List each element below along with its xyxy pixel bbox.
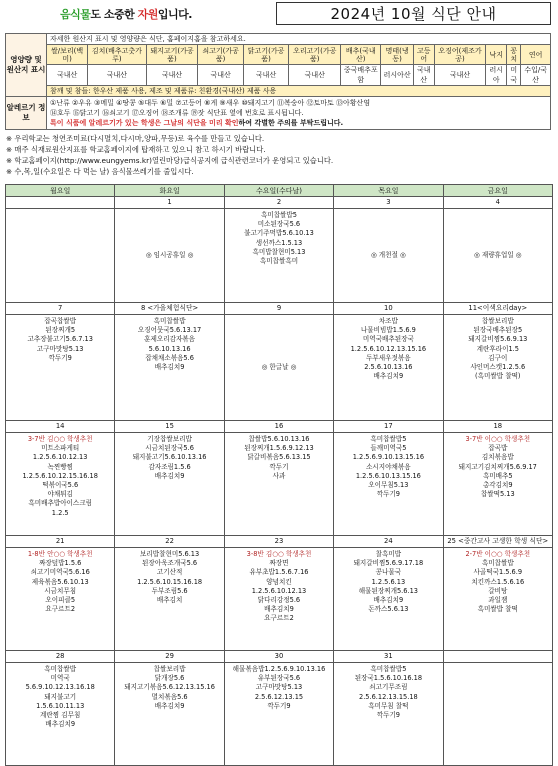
dish-item: 유부된장국5.6 (257, 674, 301, 683)
dish-item: 1.2.5.6.10.13.15.16 (355, 471, 421, 480)
dish-item: 된장국배추된장5 (473, 326, 523, 335)
day-cell (224, 303, 333, 421)
dish-item: 사골떡국1.5.6.9 (473, 568, 523, 577)
day-number: 4 (444, 197, 552, 209)
dish-item: 1.2.5.6.10.12.13 (32, 453, 88, 462)
dish-item: 요구르트2 (45, 605, 76, 614)
dish-item: 차조밥 (378, 317, 398, 325)
dish-item: 제육볶음5.6.10.13 (31, 577, 89, 586)
dish-list (225, 663, 333, 765)
slogan-part: 도 소중한 (90, 8, 138, 21)
day-cell (334, 303, 443, 421)
day-number: 3 (334, 197, 442, 209)
dish-list (444, 548, 552, 650)
dish-item: 기장찹쌀보리밥 (147, 435, 192, 443)
dish-item: 된장찌개5 (45, 326, 76, 335)
notice-list (6, 133, 552, 177)
dish-list (115, 663, 223, 765)
dish-item: 소시지야채볶음 (366, 462, 411, 471)
dish-list (225, 433, 333, 535)
day-cell (224, 651, 333, 766)
dish-item: 돼지고기볶음5.6.12.13.15.16 (124, 683, 215, 692)
origin-allergy-table (5, 33, 551, 130)
origin-item: 돼지고기(가공품) (146, 45, 198, 65)
day-number: 14 (6, 421, 114, 433)
day-cell (334, 421, 443, 536)
day-cell (443, 421, 552, 536)
dish-list (6, 315, 114, 420)
dish-list (6, 209, 114, 302)
dish-item: 1.2.5.6.9.10.13.15.16 (352, 453, 425, 462)
dish-list (334, 663, 442, 765)
day-number (444, 651, 552, 663)
weekday-header: 금요일 (443, 185, 552, 197)
dish-item: 3-8반 김○○ 학생추천 (246, 550, 312, 558)
notice-item: ※ 우리학교는 청연조미료(다시멸치,다시마,양파,무등)로 육수를 만들고 있습니다. (6, 134, 265, 143)
day-cell (224, 421, 333, 536)
day-cell (6, 197, 115, 303)
dish-item: 닭다리강정5.6 (257, 596, 301, 605)
dish-item: 요구르트2 (264, 614, 294, 623)
dish-item: 1.2.5.6.10.12.13 (251, 586, 307, 595)
dish-item: 오징어뭇국5.6.13.17 (137, 326, 202, 335)
dish-item: 찹쌀보리밥 (481, 317, 514, 325)
dish-item: 미소된장국5.6 (257, 220, 301, 229)
dish-item: 샤인머스캣1.2.5.6 (470, 363, 526, 372)
holiday-label (444, 209, 552, 302)
dish-item: 돼지불고기5.6.10.13.16 (132, 453, 207, 462)
day-cell (115, 421, 224, 536)
day-number: 2 (225, 197, 333, 209)
weekday-header: 수요일(수다날) (224, 185, 333, 197)
origin-value: 러시아 (486, 65, 507, 86)
dish-item: 찰흑미밥 (375, 550, 402, 558)
dish-item: 미역국배추된장국 (362, 335, 414, 344)
origin-value: 국내산 (243, 65, 288, 86)
menu-calendar (5, 184, 553, 766)
dish-item: 3-7반 이○○ 학생추천 (465, 435, 531, 443)
origin-item: 꽁치 (507, 45, 521, 65)
day-cell (443, 536, 552, 651)
origin-label: 영양량 및 원산지 표시 (6, 34, 47, 97)
dish-item: 나물비빔밥1.5.6.9 (360, 326, 416, 335)
day-number: 10 (334, 303, 442, 315)
dish-item: 흑미찹쌀밥 (153, 317, 186, 325)
dish-item: 훈제오리감자볶음 (144, 335, 196, 344)
dish-item: 계란후라이1.5 (476, 344, 519, 353)
dish-item: 흑미찹쌀밥 (44, 665, 77, 673)
day-number: 22 (115, 536, 223, 548)
week-row (6, 197, 553, 303)
dish-item: 배추김치9 (154, 363, 185, 372)
dish-item: 김구이 (488, 353, 508, 362)
dish-item: 1.2.5 (51, 508, 69, 517)
dish-item: 흑미찹쌀밥5 (370, 665, 407, 673)
dish-item: 김치볶음밥 (481, 453, 514, 462)
dish-list (115, 315, 223, 420)
origin-value: 국내산 (47, 65, 88, 86)
dish-item: 2.5.6.10.13.16 (364, 363, 413, 372)
dish-item: 생선까스1.5.13 (255, 238, 303, 247)
dish-list (444, 315, 552, 420)
dish-item: 미역국 (50, 674, 70, 683)
day-number: 7 (6, 303, 114, 315)
dish-item: 양념치킨 (266, 577, 292, 586)
holiday-text: ◎ 재량휴업일 ◎ (474, 250, 522, 259)
holiday-label (225, 315, 333, 420)
day-cell (443, 197, 552, 303)
holiday-text: ◎ 임시공휴일 ◎ (145, 250, 194, 259)
allergy-line: ⑭호두 ⑮닭고기 ⑯쇠고기 ⑰오징어 ⑱조개류 ⑲잣 식단표 옆에 번호로 표시됩니다. (50, 109, 304, 117)
slogan (60, 6, 192, 22)
day-cell (6, 421, 115, 536)
day-cell (334, 651, 443, 766)
origin-value: 국내산 (434, 65, 486, 86)
dish-item: 불고기주먹밥5.6.10.13 (244, 229, 314, 238)
day-cell (224, 197, 333, 303)
day-cell (115, 197, 224, 303)
dish-item: 흑미찹쌀밥5 (260, 211, 297, 219)
origin-value: 러시아산 (381, 65, 414, 86)
origin-value: 미국 (507, 65, 521, 86)
dish-item: 쇠고기미역국5.6.16 (30, 568, 90, 577)
dish-item: 해물된장찌개5.6.13 (358, 586, 418, 595)
dish-item: 흑미찹쌀밥5 (370, 435, 407, 443)
origin-value: 수입/국산 (521, 65, 551, 86)
origin-item: 연어 (521, 45, 551, 65)
dish-item: 배추김치9 (45, 720, 76, 729)
dish-item: 잡곡찹쌀밥 (44, 317, 77, 325)
day-number: 15 (115, 421, 223, 433)
dish-item: 흑미배추5 (482, 471, 513, 480)
dish-item: 녹찐빵찜 (47, 462, 73, 471)
origin-item: 고등어 (413, 45, 434, 65)
dish-item: 흑미무침 찰떡 (368, 701, 409, 710)
dish-item: 5.6.10.13.16 (148, 344, 191, 353)
dish-item: 들깨미역국5 (370, 444, 407, 453)
day-cell (224, 536, 333, 651)
dish-item: 잡채채소볶음5.6 (145, 353, 194, 362)
allergy-warning: 특이 식품에 알레르기가 있는 학생은 그날의 식단을 미리 확인 (50, 119, 239, 127)
dish-item: 돈까스5.6.13 (368, 605, 409, 614)
dish-item: 5.6.9.10.12.13.16.18 (25, 683, 95, 692)
dish-item: 갈비탕 (488, 586, 508, 595)
origin-item: 오리고기(가공품) (289, 45, 341, 65)
dish-item: 된장아욱조개국5.6 (142, 559, 198, 568)
dish-item: 2.5.6.12.13.15 (254, 692, 304, 701)
dish-item: 깍두기 (269, 462, 289, 471)
holiday-text: ◎ 한글날 ◎ (261, 362, 297, 371)
dish-item: 배추김치9 (154, 701, 185, 710)
dish-item: 과일잼 (488, 596, 508, 605)
dish-item: 치킨까스1.5.6.16 (471, 577, 525, 586)
day-number: 21 (6, 536, 114, 548)
dish-item: 흑미쌀밥 찰떡 (477, 605, 518, 614)
week-row (6, 421, 553, 536)
origin-item: 명태(냉동) (381, 45, 414, 65)
origin-item: 오징어(제조가공) (434, 45, 486, 65)
dish-list (225, 209, 333, 302)
day-number: 8 <가을체험식단> (115, 303, 223, 315)
weekday-header: 목요일 (334, 185, 443, 197)
dish-item: 1.2.5.6.10.12.15.16.18 (22, 471, 98, 480)
dish-item: 짜장덮밥1.5.6 (39, 559, 82, 568)
dish-list (115, 548, 223, 650)
origin-value: 국내산 (413, 65, 434, 86)
slogan-part: 자원 (137, 8, 158, 21)
slogan-part: 음식물 (60, 8, 91, 21)
day-cell (115, 651, 224, 766)
day-number: 28 (6, 651, 114, 663)
day-cell (443, 651, 552, 766)
dish-item: 찹쌀떡5.13 (480, 490, 515, 499)
dish-item: 닭갈비볶음5.6.13.15 (247, 453, 311, 462)
dish-item: 1.2.5.6.10.15.16.18 (137, 577, 203, 586)
origin-item: 배추(국내산) (341, 45, 381, 65)
notice-item: ※ 학교홈페이지(http://www.eungyems.kr)열린마당)급식공지에 급식관련코너가 운영되고 있습니다. (6, 156, 334, 165)
dish-item: 돼지고기김치찌개5.6.9.17 (458, 462, 537, 471)
dish-item: (흑미쌀밥 찰떡) (475, 372, 521, 381)
day-cell (6, 651, 115, 766)
origin-bottom-note: 참깨 및 참들: 한우산 제품 사용, 제조 및 제품류: 친환경(국내산) 제품 사용 (47, 86, 551, 97)
notice-item: ※ 매주 식재료원산지표를 학교홈페이지에 탑재하고 있으니 참고 하시기 바랍니다. (6, 145, 266, 154)
day-number: 17 (334, 421, 442, 433)
dish-item: 고추장불고기5.6.7.13 (27, 335, 93, 344)
dish-item: 감자조림1.5.6 (148, 462, 191, 471)
origin-notice: 자세한 원산지 표시 및 영양량은 식단, 홈페이지홈을 참고하세요. (47, 34, 551, 45)
dish-item: 오이무침5.13 (368, 481, 409, 490)
day-cell (443, 303, 552, 421)
allergy-label: 알레르기 정보 (6, 97, 47, 130)
dish-item: 배추김치9 (373, 596, 404, 605)
dish-list (6, 433, 114, 535)
allergy-line: ①난류 ②우유 ③메밀 ④땅콩 ⑤대두 ⑥밀 ⑦고등어 ⑧게 ⑨새우 ⑩돼지고기 ⑪복숭아 ⑫토마토 ⑬아황산염 (50, 99, 371, 107)
weekday-header: 월요일 (6, 185, 115, 197)
dish-item: 멸치볶음5.6 (151, 692, 188, 701)
dish-item: 오이피클5 (45, 596, 76, 605)
dish-list (444, 433, 552, 535)
dish-list (444, 663, 552, 765)
day-number: 31 (334, 651, 442, 663)
day-number: 9 (225, 303, 333, 315)
day-number: 25 <중간고사 고생한 학생 식단> (444, 536, 552, 548)
origin-value: 국내산 (146, 65, 198, 86)
origin-item: 낙지 (486, 45, 507, 65)
slogan-part: 입니다. (157, 8, 192, 21)
day-number: 30 (225, 651, 333, 663)
week-row (6, 303, 553, 421)
dish-item: 쇠고기무조림 (369, 683, 408, 692)
dish-item: 야채튀김 (47, 490, 73, 499)
allergy-info (47, 97, 551, 130)
dish-item: 보리밥찰현미5.6.13 (139, 550, 200, 558)
dish-item: 유부초밥1.5.6.7.16 (249, 568, 309, 577)
dish-list (6, 663, 114, 765)
dish-item: 배추김치 (156, 596, 183, 605)
day-number: 1 (115, 197, 223, 209)
weekday-header: 화요일 (115, 185, 224, 197)
dish-item: 고기산적 (156, 568, 183, 577)
dish-item: 두부새우젓볶음 (366, 353, 411, 362)
dish-item: 된장찌개1.5.6.9.12.13 (244, 444, 314, 453)
dish-list (334, 315, 442, 420)
day-cell (6, 303, 115, 421)
dish-item: 배추김치9 (264, 605, 294, 614)
day-number: 11<이색요리day> (444, 303, 552, 315)
dish-item: 짜장면 (269, 559, 289, 568)
dish-item: 1.5.6.10.11.13 (36, 701, 85, 710)
dish-item: 해물볶음밥1.2.5.6.9.10.13.16 (232, 665, 326, 673)
dish-item: 계란찜 김무침 (40, 711, 81, 720)
dish-item: 배추김치9 (154, 471, 185, 480)
dish-item: 찹쌀밥5.6.10.13.16 (248, 435, 310, 443)
dish-item: 깍두기9 (376, 490, 401, 499)
dish-item: 미트소파게티 (41, 444, 80, 453)
dish-item: 깍두기9 (48, 353, 72, 362)
dish-item: 배추김치9 (373, 372, 404, 381)
dish-item: 돼지갈비찜5.6.9.13 (468, 335, 528, 344)
dish-item: 콩나물국 (375, 568, 402, 577)
holiday-label (115, 209, 223, 302)
day-cell (334, 197, 443, 303)
origin-item: 닭고기(가공품) (243, 45, 288, 65)
dish-item: 고구마맛탕5.13 (36, 344, 84, 353)
dish-item: 3-7반 김○○ 학생추천 (27, 435, 93, 443)
day-number (6, 197, 114, 209)
dish-list (334, 548, 442, 650)
origin-value: 국내산 (88, 65, 146, 86)
notice-item: ※ 수,목,일(수요일은 다 먹는 날) 음식물쓰레기를 줄입시다. (6, 167, 194, 176)
dish-item: 흑미찹쌀흑미 (259, 257, 299, 266)
origin-value: 중국배추포함 (341, 65, 381, 86)
dish-item: 닭개장5.6 (154, 674, 185, 683)
dish-item: 찹쌀보리밥 (153, 665, 186, 673)
origin-value: 국내산 (289, 65, 341, 86)
dish-item: 잡곡밥 (488, 444, 508, 453)
holiday-label (334, 209, 442, 302)
day-number: 18 (444, 421, 552, 433)
day-number: 29 (115, 651, 223, 663)
dish-item: 시금치된장국5.6 (145, 444, 194, 453)
dish-item: 흑미배추밥아이스크림 (28, 499, 93, 508)
week-row (6, 536, 553, 651)
dish-item: 고구마맛탕5.13 (255, 683, 303, 692)
origin-item: 쌀/보리(백미) (47, 45, 88, 65)
day-cell (334, 536, 443, 651)
dish-item: 흑미밥찰현미5.13 (252, 247, 306, 256)
origin-item: 쇠고기(가공품) (198, 45, 243, 65)
dish-list (225, 548, 333, 650)
week-row (6, 651, 553, 766)
day-cell (6, 536, 115, 651)
allergy-warning-suffix: 하여 각별한 주의를 부탁드립니다. (238, 119, 344, 127)
dish-item: 깍두기9 (376, 711, 401, 720)
dish-item: 2.5.6.12.13.15.18 (359, 692, 418, 701)
origin-value: 국내산 (198, 65, 243, 86)
dish-item: 1.2.5.6.13 (371, 577, 406, 586)
dish-item: 총각김치9 (482, 481, 513, 490)
dish-list (6, 548, 114, 650)
dish-item: 1-8반 안○○ 학생추천 (27, 550, 93, 558)
dish-item: 떡볶이국5.6 (42, 481, 79, 490)
dish-list (334, 433, 442, 535)
header (0, 0, 558, 28)
origin-item: 김치(배추고춧가루) (88, 45, 146, 65)
dish-item: 2-7반 이○○ 학생추천 (465, 550, 531, 558)
dish-item: 1.2.5.6.10.12.13.15.16 (350, 344, 427, 353)
day-cell (115, 303, 224, 421)
dish-item: 시금치무침 (44, 586, 77, 595)
holiday-text: ◎ 개천절 ◎ (370, 250, 406, 259)
dish-item: 두부조림5.6 (151, 586, 188, 595)
dish-item: 돼지불고기 (44, 692, 77, 701)
dish-item: 사과 (272, 471, 286, 480)
dish-item: 흑미찹쌀밥 (481, 559, 514, 568)
day-number: 16 (225, 421, 333, 433)
day-number: 23 (225, 536, 333, 548)
dish-item: 깍두기9 (267, 701, 291, 710)
page-title: 2024년 10월 식단 안내 (276, 2, 551, 25)
dish-item: 된장국1.5.6.10.16.18 (354, 674, 423, 683)
day-number: 24 (334, 536, 442, 548)
dish-list (115, 433, 223, 535)
day-cell (115, 536, 224, 651)
dish-item: 돼지갈비찜5.6.9.17.18 (353, 559, 424, 568)
